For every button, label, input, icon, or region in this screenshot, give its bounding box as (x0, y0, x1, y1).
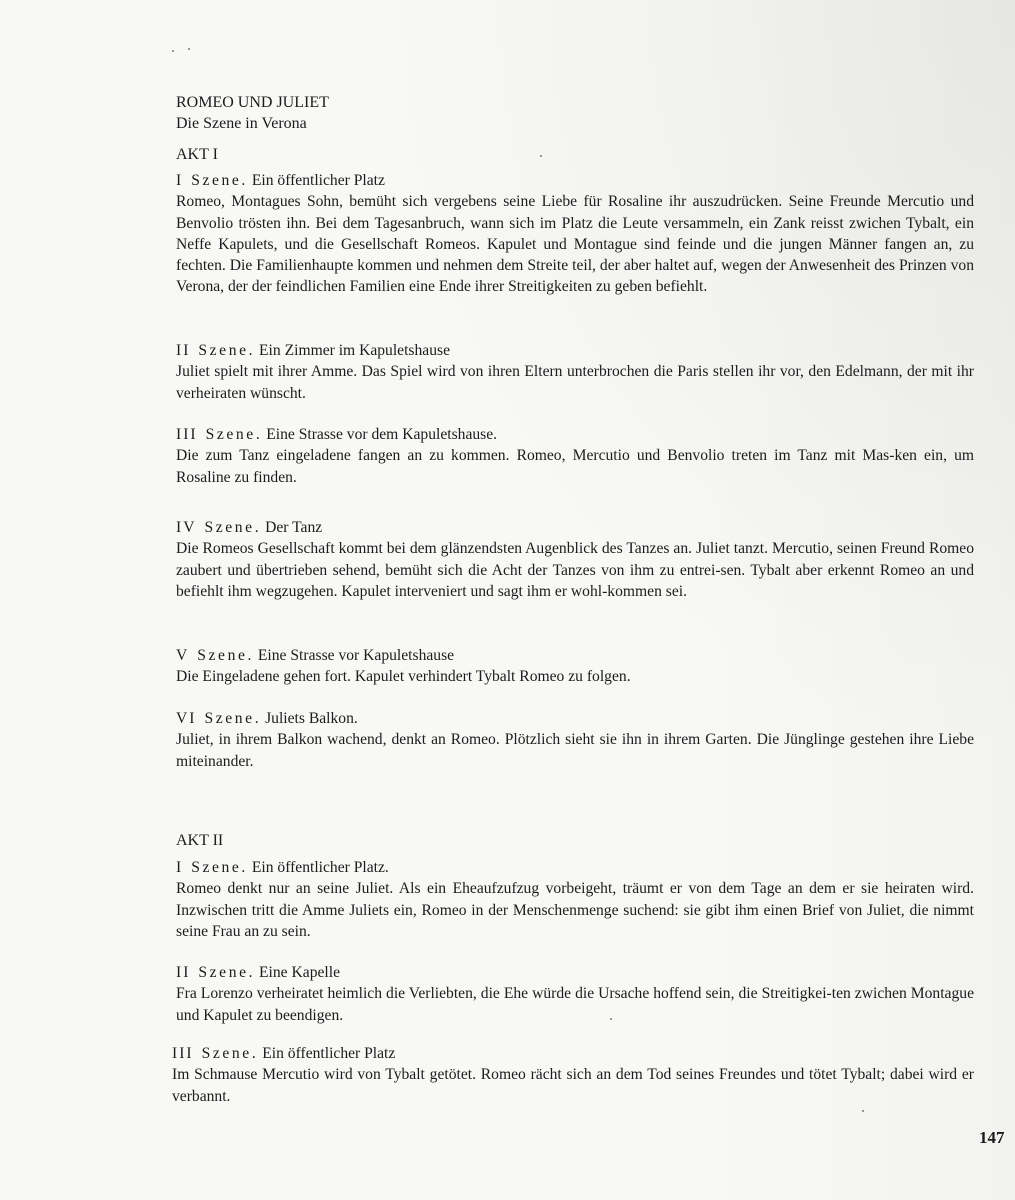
scene-number: II (176, 964, 191, 981)
page-number: 147 (979, 1128, 1005, 1147)
act-heading: AKT II (176, 832, 224, 849)
scene-text: Die zum Tanz eingeladene fangen an zu kommen. Romeo, Mercutio und Benvolio treten im Tanz mit Mas-ken ein, um Rosaline zu finden. (176, 447, 974, 486)
scene-heading (176, 708, 974, 729)
scene-word: Szene. (204, 519, 262, 536)
scene-title: Eine Strasse vor dem Kapuletshause. (266, 426, 498, 443)
scene-heading (176, 857, 974, 878)
scene-text: Im Schmause Mercutio wird von Tybalt getötet. Romeo rächt sich an dem Tod seines Freundes und tötet Tybalt; dabei wird er verbannt. (172, 1066, 974, 1105)
scene-heading (176, 645, 974, 666)
scene-text: Die Eingeladene gehen fort. Kapulet verhindert Tybalt Romeo zu folgen. (176, 668, 631, 686)
scene-text: Romeo denkt nur an seine Juliet. Als ein Eheaufzufzug vorbeigeht, träumt er von dem Tage an dem er sie heiraten wird. Inzwischen tritt die Amme Juliets ein, Romeo in der Menschenmenge suchend: sie gibt ihm einen Brief von Juliet, die nimmt seine Frau an zu sein. (176, 880, 974, 940)
scan-speck (188, 48, 190, 50)
scene-number: IV (176, 519, 197, 536)
scan-speck (610, 1018, 612, 1020)
scene-block (176, 857, 974, 942)
scene-block (176, 424, 974, 488)
scene-block (176, 170, 974, 298)
title-block (176, 92, 329, 134)
scene-number: III (172, 1045, 194, 1062)
scene-number: VI (176, 710, 197, 727)
scene-number: I (176, 859, 184, 876)
scene-heading (176, 424, 974, 445)
scene-title: Der Tanz (265, 519, 323, 536)
scene-block (176, 708, 974, 772)
scene-number: I (176, 172, 184, 189)
scene-word: Szene. (205, 426, 263, 443)
scene-number: III (176, 426, 198, 443)
scene-title: Ein öffentlicher Platz (251, 172, 385, 189)
scene-heading (172, 1043, 974, 1064)
scene-heading (176, 340, 974, 361)
scene-text: Juliet, in ihrem Balkon wachend, denkt an Romeo. Plötzlich sieht sie ihn in ihrem Garten. Die Jünglinge gestehen ihre Liebe miteinander. (176, 731, 974, 770)
scene-word: Szene. (204, 710, 262, 727)
scene-text: Romeo, Montagues Sohn, bemüht sich vergebens seine Liebe für Rosaline ihr auszudrücken. Seine Freunde Mercutio und Benvolio trösten ihn. Bei dem Tagesanbruch, wann sich im Platz die Leute versammeln, ein Zank reisst zwichen Tybalt, ein Neffe Kapulets, und die Gesellschaft Romeos. Kapulet und Montague sind feinde und die jungen Männer fangen an, zu fechten. Die Familienhaupte kommen und nehmen dem Streite teil, der aber haltet auf, wegen der Anwesenheit des Prinzen von Verona, der der feindlichen Familien eine Ende ihrer Streitigkeiten zu geben befiehlt. (176, 193, 974, 296)
document-subtitle: Die Szene in Verona (176, 115, 307, 132)
scene-word: Szene. (198, 964, 256, 981)
scene-word: Szene. (191, 172, 248, 189)
scene-word: Szene. (198, 342, 256, 359)
scene-title: Juliets Balkon. (265, 710, 358, 727)
scene-number: II (176, 342, 191, 359)
act-heading: AKT I (176, 146, 218, 163)
scene-block (172, 1043, 974, 1107)
scene-text: Juliet spielt mit ihrer Amme. Das Spiel wird von ihren Eltern unterbrochen die Paris stellen ihr vor, den Edelmann, der mit ihr verheiraten wünscht. (176, 363, 974, 402)
scene-number: V (176, 647, 190, 664)
scan-speck (172, 50, 174, 52)
scan-speck (540, 155, 542, 157)
scene-heading (176, 170, 974, 191)
scene-word: Szene. (201, 1045, 259, 1062)
scene-title: Eine Kapelle (259, 964, 340, 981)
scene-block (176, 517, 974, 602)
scene-block (176, 645, 974, 688)
scene-word: Szene. (191, 859, 248, 876)
scene-heading (176, 517, 974, 538)
scene-heading (176, 962, 974, 983)
scene-text: Die Romeos Gesellschaft kommt bei dem glänzendsten Augenblick des Tanzes an. Juliet tanzt. Mercutio, seinen Freund Romeo zaubert und übertrieben sehend, bemüht sich die Acht der Tanzes von ihm zu entrei-sen. Tybalt aber erkennt Romeo an und befiehlt ihm wegzugehen. Kapulet interveniert und sagt ihm er wohl-kommen sei. (176, 540, 974, 600)
document-title: ROMEO UND JULIET (176, 94, 329, 111)
scene-title: Ein öffentlicher Platz (262, 1045, 396, 1062)
scene-title: Ein Zimmer im Kapuletshause (259, 342, 451, 359)
scene-text: Fra Lorenzo verheiratet heimlich die Verliebten, die Ehe würde die Ursache hoffend sein, die Streitigkei-ten zwichen Montague und Kapulet zu beendigen. (176, 985, 974, 1024)
scan-speck (862, 1110, 864, 1112)
scene-word: Szene. (197, 647, 254, 664)
scene-title: Ein öffentlicher Platz. (251, 859, 389, 876)
scene-block (176, 340, 974, 404)
scene-title: Eine Strasse vor Kapuletshause (257, 647, 455, 664)
scene-block (176, 962, 974, 1026)
